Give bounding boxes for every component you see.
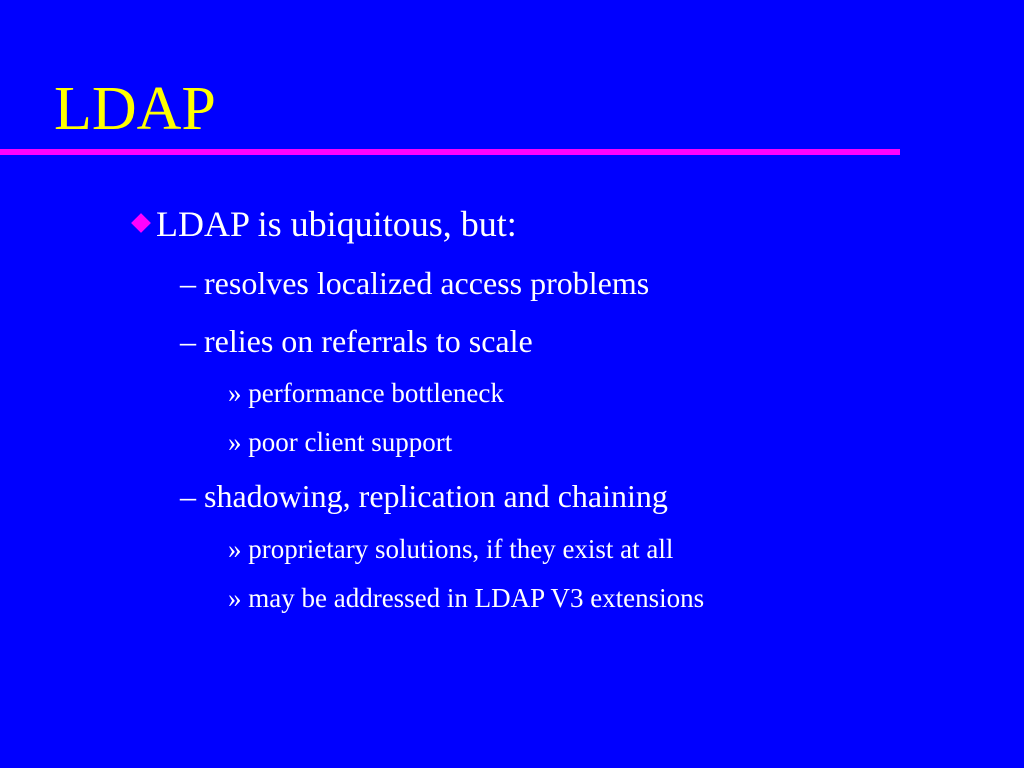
- chevron-marker: »: [228, 378, 242, 408]
- dash-marker: –: [180, 265, 196, 301]
- bullet-level3: [228, 585, 704, 612]
- bullet-level3: [228, 536, 673, 563]
- bullet-text: LDAP is ubiquitous, but:: [156, 204, 517, 244]
- bullet-level2: [180, 480, 668, 512]
- diamond-bullet-icon: [131, 213, 151, 233]
- bullet-text: poor client support: [248, 427, 453, 457]
- bullet-text: proprietary solutions, if they exist at all: [248, 534, 674, 564]
- chevron-marker: »: [228, 427, 242, 457]
- bullet-text: performance bottleneck: [248, 378, 504, 408]
- chevron-marker: »: [228, 534, 242, 564]
- dash-marker: –: [180, 323, 196, 359]
- bullet-level1: [130, 206, 517, 242]
- title-underline: [0, 149, 900, 155]
- slide-title: LDAP: [54, 75, 216, 143]
- bullet-level2: [180, 267, 649, 299]
- bullet-text: relies on referrals to scale: [204, 323, 533, 359]
- bullet-level3: [228, 429, 452, 456]
- bullet-level3: [228, 380, 504, 407]
- dash-marker: –: [180, 478, 196, 514]
- bullet-text: may be addressed in LDAP V3 extensions: [248, 583, 705, 613]
- chevron-marker: »: [228, 583, 242, 613]
- bullet-text: shadowing, replication and chaining: [204, 478, 668, 514]
- bullet-text: resolves localized access problems: [204, 265, 650, 301]
- bullet-level2: [180, 325, 533, 357]
